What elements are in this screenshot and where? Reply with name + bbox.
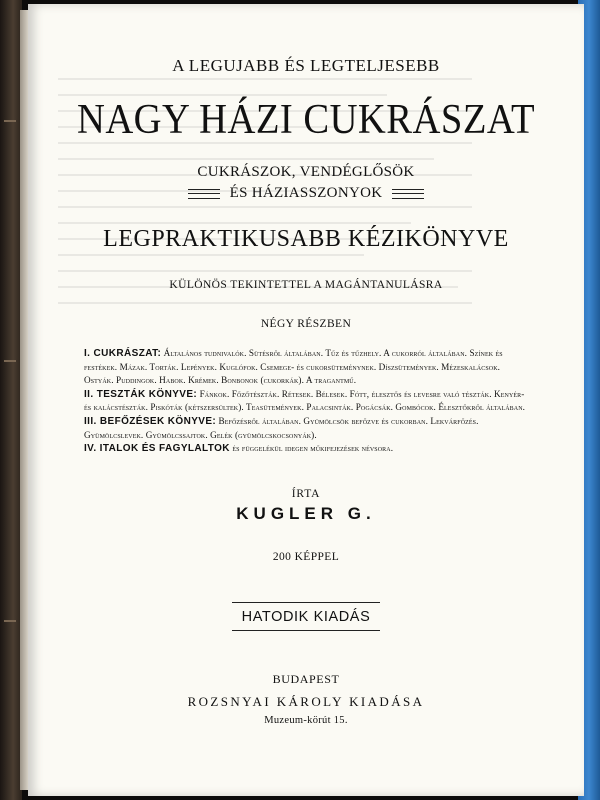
main-title: NAGY HÁZI CUKRÁSZAT [76, 97, 536, 143]
book-cover-left [0, 0, 22, 800]
part-text: Befőzésről általában. Gyümölcsök befőzve és cukorban. Lekvárfőzés. Gyümölcslevek. Gyümölcssajtok. Gelék (gyümölcskocsonyák). [84, 415, 479, 440]
parts-list [84, 347, 528, 456]
cover-band [4, 620, 16, 622]
subtitle: LEGPRAKTIKUSABB KÉZIKÖNYVE [103, 226, 509, 252]
title-page-content [28, 4, 584, 796]
audience-line-1: CUKRÁSZOK, VENDÉGLŐSÖK [197, 164, 415, 180]
author-name: KUGLER G. [236, 504, 376, 523]
part-label: I. CUKRÁSZAT: [84, 348, 162, 359]
edition-label: HATODIK KIADÁS [232, 602, 381, 631]
audience-line-2-row [28, 185, 584, 202]
part-text: Fánkok. Főzőtészták. Rétesek. Bélesek. Fótt, élesztős és levesre való tészták. Kenyér- és kalácstészták. Piskóták (kétszersültek). Teasütemények. Palacsinták. Pogácsák. Gombócok. Élesztőkről általában. [84, 388, 526, 413]
top-tagline: A LEGUJABB ÉS LEGTELJESEBB [172, 56, 440, 75]
title-page [28, 4, 584, 796]
part-text: Általános tudnivalók. Sütésről általában. Tűz és tűzhely. A cukorról általában. Színek és festékek. Mázak. Torták. Lepények. Kuglófok. Csemege- és cukorsüteménynek. Díszsütemények. Mézeskalácsok. Ostyák. Puddingok. Habok. Krémek. Bonbonok (cukorkák). A tragantmű. [84, 348, 503, 386]
cover-band [4, 360, 16, 362]
part-label: II. TESZTÁK KÖNYVE: [84, 388, 198, 400]
part-item [84, 347, 528, 388]
by-label: ÍRTA [291, 488, 321, 500]
focus-line: KÜLÖNÖS TEKINTETTEL A MAGÁNTANULÁSRA [169, 279, 443, 291]
part-label: IV. ITALOK ÉS FAGYLALTOK [84, 443, 230, 455]
part-item [84, 442, 528, 456]
part-item [84, 388, 528, 415]
part-text: és függelékül idegen műkifejezések névsora. [229, 443, 394, 454]
ornament-rule-right [392, 189, 424, 199]
part-label: III. BEFŐZÉSEK KÖNYVE: [84, 415, 217, 427]
audience-line-2: ÉS HÁZIASSZONYOK [229, 185, 383, 201]
parts-heading: NÉGY RÉSZBEN [260, 318, 352, 330]
publisher-address: Muzeum-körút 15. [264, 715, 348, 726]
part-item [84, 415, 528, 442]
ornament-rule-left [188, 189, 220, 199]
cover-band [4, 120, 16, 122]
edition-block [28, 602, 584, 631]
illustrations-note: 200 KÉPPEL [272, 551, 340, 563]
publisher-name: ROZSNYAI KÁROLY KIADÁSA [187, 694, 425, 709]
publication-city: BUDAPEST [272, 672, 340, 686]
